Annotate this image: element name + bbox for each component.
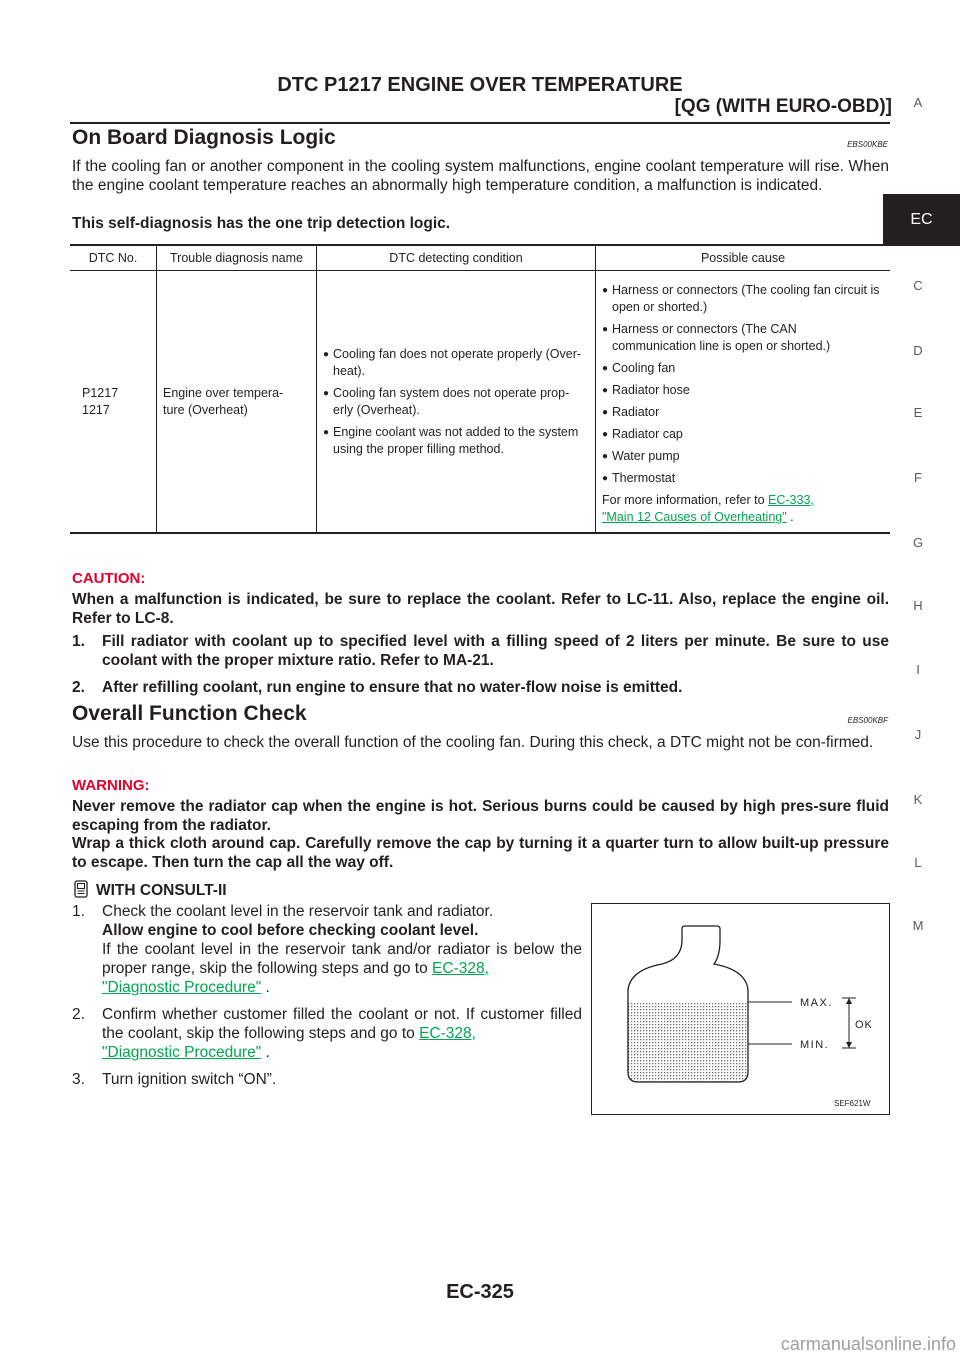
list-item <box>602 470 884 487</box>
step-number: 3. <box>72 1071 85 1088</box>
link-suffix: . <box>261 979 270 996</box>
step-text: Confirm whether customer filled the coolant or not. If customer filled the coolant, skip the following steps and go to <box>102 1006 582 1042</box>
figure-code: SEF621W <box>834 1099 871 1108</box>
warning-text-2: Wrap a thick cloth around cap. Carefully remove the cap by turning it a quarter turn to allow built-up pressure to escape. Then turn the cap all the way off. <box>72 835 889 871</box>
ok-label: OK <box>855 1019 873 1031</box>
reservoir-figure <box>591 903 890 1115</box>
list-item <box>602 426 884 443</box>
cause-text: Harness or connectors (The CAN communication line is open or shorted.) <box>612 322 831 353</box>
section-title-function-check: Overall Function Check <box>72 702 307 725</box>
link-ec-333[interactable]: EC-333, <box>768 493 814 507</box>
section-code: EBS00KBF <box>847 716 888 725</box>
side-index-l[interactable]: L <box>914 855 922 870</box>
cause-text: Thermostat <box>612 471 676 485</box>
warning-text-1: Never remove the radiator cap when the engine is hot. Serious burns could be caused by high pres-sure fluid escaping from the radiator. <box>72 798 889 834</box>
more-info-prefix: For more information, refer to <box>602 493 769 507</box>
condition-cell <box>317 271 596 534</box>
section1-intro: If the cooling fan or another component in the cooling system malfunctions, engine coolant temperature will rise. When the engine coolant temperature reaches an abnormally high temperature condition, a malfunction is indicated. <box>72 158 889 194</box>
section-code: EBS00KBE <box>847 140 888 149</box>
condition-text: Cooling fan does not operate properly (Over-heat). <box>333 346 582 378</box>
side-index-ec-tab[interactable]: EC <box>883 194 960 246</box>
section2-intro: Use this procedure to check the overall function of the cooling fan. During this check, a DTC might not be con-firmed. <box>72 734 874 751</box>
step-text-link <box>102 940 582 997</box>
link-overheating-causes[interactable]: "Main 12 Causes of Overheating" <box>602 510 787 524</box>
step-number: 2. <box>72 1006 85 1023</box>
consult-tool-icon <box>72 880 90 900</box>
cause-text: Cooling fan <box>612 361 676 375</box>
list-item <box>602 360 884 377</box>
col-dtc-no: DTC No. <box>70 245 157 271</box>
one-trip-note: This self-diagnosis has the one trip detection logic. <box>72 215 451 232</box>
side-index-c[interactable]: C <box>913 278 923 293</box>
table-header-row <box>70 245 890 271</box>
caution-step <box>72 678 889 697</box>
col-detecting-condition: DTC detecting condition <box>317 245 596 271</box>
bullet-icon: ● <box>602 285 609 296</box>
side-index-g[interactable]: G <box>912 535 924 550</box>
list-item <box>602 282 884 316</box>
caution-steps <box>72 632 889 697</box>
list-item <box>323 385 589 419</box>
min-label: MIN. <box>800 1039 830 1051</box>
list-item <box>602 321 884 355</box>
step-text-link <box>102 1005 582 1062</box>
more-info-suffix: . <box>786 510 794 524</box>
trouble-name-line2: ture (Overheat) <box>163 402 248 417</box>
bullet-icon: ● <box>323 426 330 438</box>
table-row <box>70 271 890 534</box>
more-info <box>602 492 884 526</box>
side-index-j[interactable]: J <box>914 727 922 742</box>
dtc-table <box>70 244 890 534</box>
step-number: 2. <box>72 679 85 696</box>
consult-heading-text: WITH CONSULT-II <box>96 881 227 899</box>
trouble-name-cell <box>157 271 317 534</box>
bullet-icon: ● <box>602 451 609 462</box>
side-index-h[interactable]: H <box>913 598 923 613</box>
step-text: If the coolant level in the reservoir tank and/or radiator is below the proper range, skip the following steps and go to <box>102 941 582 977</box>
cause-text: Water pump <box>612 449 680 463</box>
list-item <box>602 382 884 399</box>
procedure-step <box>72 902 582 997</box>
bullet-icon: ● <box>602 385 609 396</box>
cause-cell <box>596 271 891 534</box>
bullet-icon: ● <box>323 387 330 399</box>
side-index-m[interactable]: M <box>912 918 924 933</box>
procedure-steps <box>72 902 582 1089</box>
trouble-name-line1: Engine over tempera- <box>163 385 284 400</box>
side-index-e[interactable]: E <box>913 405 923 420</box>
dtc-no-alt: 1217 <box>82 402 110 417</box>
caution-step <box>72 632 889 670</box>
side-index-f[interactable]: F <box>914 470 922 485</box>
header-rule <box>70 122 890 124</box>
bullet-icon: ● <box>602 473 609 484</box>
cause-text: Radiator <box>612 405 660 419</box>
dtc-no-cell <box>70 271 157 534</box>
watermark: carmanualsonline.info <box>780 1334 956 1354</box>
link-diagnostic-procedure[interactable]: "Diagnostic Procedure" <box>102 1044 262 1061</box>
list-item <box>323 424 589 458</box>
procedure-step <box>72 1070 582 1089</box>
cause-text: Harness or connectors (The cooling fan circuit is open or shorted.) <box>612 283 880 314</box>
step-note: Allow engine to cool before checking coolant level. <box>102 922 479 939</box>
side-index-i[interactable]: I <box>916 662 920 677</box>
cause-text: Radiator cap <box>612 427 683 441</box>
consult-heading <box>72 880 227 900</box>
condition-text: Cooling fan system does not operate prop-erly (Overheat). <box>333 385 570 417</box>
bullet-icon: ● <box>323 348 330 360</box>
procedure-step <box>72 1005 582 1062</box>
step-number: 1. <box>72 633 85 650</box>
bullet-icon: ● <box>602 407 609 418</box>
bullet-icon: ● <box>602 363 609 374</box>
cause-text: Radiator hose <box>612 383 690 397</box>
link-suffix: . <box>261 1044 270 1061</box>
link-ec-328[interactable]: EC-328, <box>419 1025 476 1042</box>
caution-label: CAUTION: <box>72 570 146 587</box>
page-number: EC-325 <box>446 1281 514 1303</box>
list-item <box>602 448 884 465</box>
step-body <box>102 902 582 997</box>
list-item <box>602 404 884 421</box>
section-title-diagnosis-logic: On Board Diagnosis Logic <box>72 126 336 149</box>
page-header-subtitle: [QG (WITH EURO-OBD)] <box>674 96 892 117</box>
side-index-k[interactable]: K <box>913 792 923 807</box>
col-trouble-name: Trouble diagnosis name <box>157 245 317 271</box>
reservoir-tank-diagram <box>592 904 889 1114</box>
condition-text: Engine coolant was not added to the system using the proper filling method. <box>333 424 579 456</box>
side-index-d[interactable]: D <box>913 343 923 358</box>
step-text: After refilling coolant, run engine to ensure that no water-flow noise is emitted. <box>102 679 683 696</box>
max-label: MAX. <box>800 997 833 1009</box>
caution-text: When a malfunction is indicated, be sure to replace the coolant. Refer to LC-11. Also, replace the engine oil. Refer to LC-8. <box>72 591 889 627</box>
list-item <box>323 346 589 380</box>
dtc-no: P1217 <box>82 385 119 400</box>
step-text: Fill radiator with coolant up to specified level with a filling speed of 2 liters per minute. Be sure to use coolant with the proper mixture ratio. Refer to MA-21. <box>102 633 889 669</box>
warning-label: WARNING: <box>72 777 150 794</box>
bullet-icon: ● <box>602 429 609 440</box>
page-header-title: DTC P1217 ENGINE OVER TEMPERATURE <box>277 74 683 96</box>
side-index-a[interactable]: A <box>913 95 923 110</box>
link-ec-328[interactable]: EC-328, <box>432 960 489 977</box>
step-text: Turn ignition switch “ON”. <box>102 1071 277 1088</box>
step-number: 1. <box>72 903 85 920</box>
col-possible-cause: Possible cause <box>596 245 891 271</box>
step-text: Check the coolant level in the reservoir tank and radiator. <box>102 903 494 920</box>
bullet-icon: ● <box>602 324 609 335</box>
link-diagnostic-procedure[interactable]: "Diagnostic Procedure" <box>102 979 262 996</box>
